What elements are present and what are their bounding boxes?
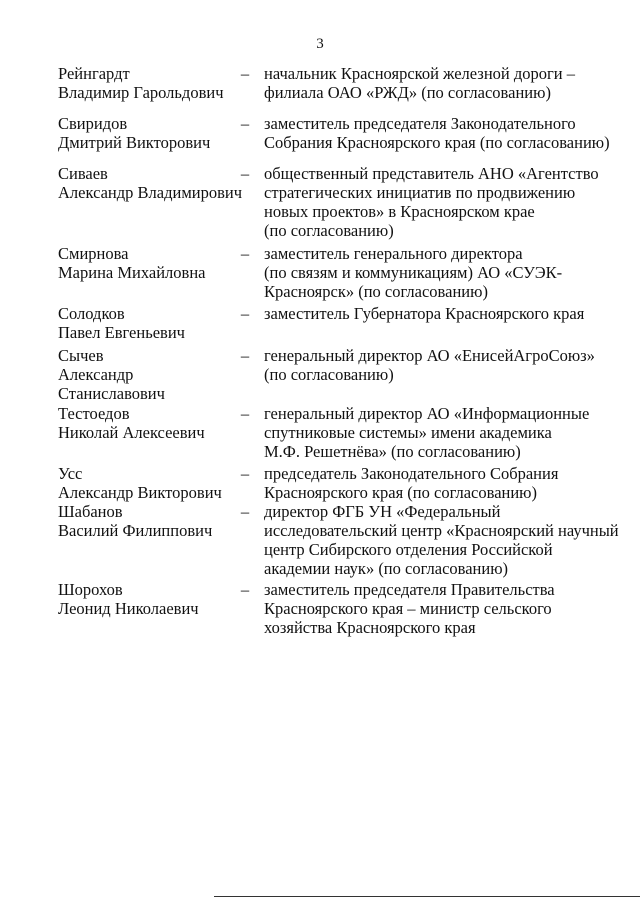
member-position-line: заместитель генерального директора	[264, 244, 523, 263]
member-position	[264, 244, 624, 301]
member-name-line: Владимир Гарольдович	[58, 83, 224, 102]
member-name-line: Леонид Николаевич	[58, 599, 199, 618]
member-position-line: заместитель председателя Законодательного	[264, 114, 576, 133]
page-number: 3	[316, 36, 324, 52]
member-position-line: председатель Законодательного Собрания	[264, 464, 559, 483]
member-position-line: спутниковые системы» имени академика	[264, 423, 552, 442]
member-name-line: Смирнова	[58, 244, 129, 263]
member-name	[58, 346, 238, 403]
member-name-line: Дмитрий Викторович	[58, 133, 211, 152]
separator-dash: –	[240, 304, 250, 323]
separator-dash: –	[240, 64, 250, 83]
member-position-line: начальник Красноярской железной дороги –	[264, 64, 575, 83]
separator-dash: –	[240, 502, 250, 521]
member-name-line: Александр	[58, 365, 134, 384]
member-name-line: Шорохов	[58, 580, 123, 599]
separator-dash: –	[240, 244, 250, 263]
member-name-line: Василий Филиппович	[58, 521, 213, 540]
member-position-line: директор ФГБ УН «Федеральный	[264, 502, 501, 521]
member-position-line: (по согласованию)	[264, 221, 394, 240]
separator-dash: –	[240, 464, 250, 483]
member-name	[58, 404, 238, 442]
member-name-line: Марина Михайловна	[58, 263, 206, 282]
member-position	[264, 580, 624, 637]
member-position	[264, 304, 624, 323]
member-position-line: М.Ф. Решетнёва» (по согласованию)	[264, 442, 521, 461]
member-name-line: Павел Евгеньевич	[58, 323, 185, 342]
member-position-line: Красноярск» (по согласованию)	[264, 282, 488, 301]
member-name	[58, 244, 238, 282]
member-position-line: Красноярского края (по согласованию)	[264, 483, 538, 502]
member-name-line: Тестоедов	[58, 404, 130, 423]
member-position	[264, 464, 624, 502]
member-name	[58, 164, 243, 202]
member-name-line: Александр Владимирович	[58, 183, 243, 202]
member-position-line: Красноярского края – министр сельского	[264, 599, 552, 618]
member-position-line: генеральный директор АО «ЕнисейАгроСоюз»	[264, 346, 595, 365]
footer-rule	[214, 896, 640, 897]
member-position-line: филиала ОАО «РЖД» (по согласованию)	[264, 83, 551, 102]
separator-dash: –	[240, 404, 250, 423]
member-name-line: Сычев	[58, 346, 104, 365]
separator-dash: –	[240, 346, 250, 365]
member-name	[58, 114, 238, 152]
member-position-line: (по согласованию)	[264, 365, 394, 384]
member-name	[58, 580, 238, 618]
member-position-line: хозяйства Красноярского края	[264, 618, 476, 637]
member-position-line: общественный представитель АНО «Агентство	[264, 164, 599, 183]
member-name-line: Александр Викторович	[58, 483, 222, 502]
member-position	[264, 502, 624, 578]
member-name-line: Солодков	[58, 304, 125, 323]
member-name-line: Рейнгардт	[58, 64, 130, 83]
member-position-line: новых проектов» в Красноярском крае	[264, 202, 535, 221]
separator-dash: –	[240, 114, 250, 133]
member-position-line: академии наук» (по согласованию)	[264, 559, 509, 578]
separator-dash: –	[240, 580, 250, 599]
member-position-line: заместитель Губернатора Красноярского края	[264, 304, 585, 323]
member-name-line: Свиридов	[58, 114, 128, 133]
member-name	[58, 304, 238, 342]
member-position	[264, 404, 624, 461]
separator-dash: –	[240, 164, 250, 183]
member-position	[264, 164, 624, 240]
member-position-line: Собрания Красноярского края (по согласованию)	[264, 133, 610, 152]
member-position	[264, 114, 624, 152]
member-name-line: Усс	[58, 464, 83, 483]
member-position	[264, 346, 624, 384]
member-position-line: генеральный директор АО «Информационные	[264, 404, 590, 423]
member-name	[58, 464, 238, 502]
member-name-line: Сиваев	[58, 164, 108, 183]
member-position-line: центр Сибирского отделения Российской	[264, 540, 553, 559]
member-name	[58, 502, 238, 540]
member-name	[58, 64, 238, 102]
member-name-line: Николай Алексеевич	[58, 423, 205, 442]
member-position-line: заместитель председателя Правительства	[264, 580, 555, 599]
member-name-line: Станиславович	[58, 384, 165, 403]
member-position	[264, 64, 624, 102]
member-position-line: (по связям и коммуникациям) АО «СУЭК-	[264, 263, 563, 282]
member-position-line: исследовательский центр «Красноярский научный	[264, 521, 619, 540]
member-name-line: Шабанов	[58, 502, 123, 521]
member-position-line: стратегических инициатив по продвижению	[264, 183, 576, 202]
